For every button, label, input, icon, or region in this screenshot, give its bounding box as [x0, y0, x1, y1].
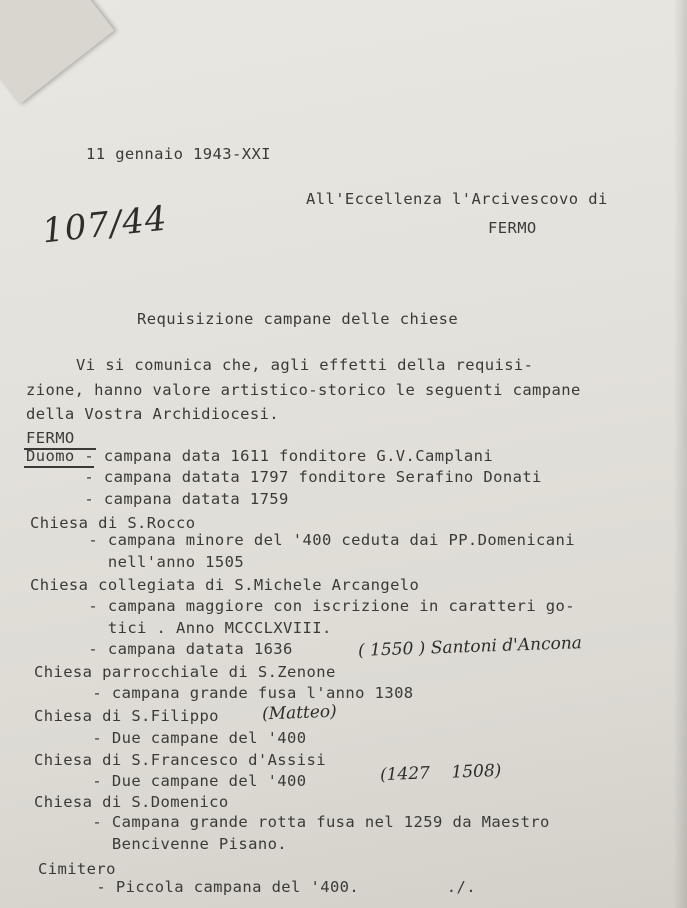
- intro-line-2: zione, hanno valore artistico-storico le seguenti campane: [26, 381, 581, 399]
- handwritten-note-michele: ( 1550 ) Santoni d'Ancona: [357, 633, 583, 661]
- page-edge-shadow: [673, 0, 687, 908]
- letter-date: 11 gennaio 1943-XXI: [86, 145, 271, 163]
- list-line: - Due campane del '400: [34, 772, 307, 790]
- list-line-cemetery: Cimitero: [38, 860, 116, 878]
- list-line: tici . Anno MCCCLXVIII.: [30, 619, 332, 637]
- letter-subject: Requisizione campane delle chiese: [137, 310, 459, 328]
- list-line: - Campana grande rotta fusa nel 1259 da Maestro: [34, 813, 550, 831]
- handwritten-note-filippo: (Matteo): [261, 701, 338, 725]
- city-heading: FERMO: [26, 429, 75, 447]
- intro-line-1: Vi si comunica che, agli effetti della requisi-: [76, 356, 534, 374]
- list-line: - campana datata 1759: [26, 490, 289, 508]
- folded-corner: [0, 0, 114, 104]
- list-line: - campana grande fusa l'anno 1308: [34, 684, 414, 702]
- list-line: - Due campane del '400: [34, 729, 307, 747]
- list-line: - campana datata 1797 fonditore Serafino Donati: [26, 468, 542, 486]
- list-line: Bencivenne Pisano.: [34, 835, 288, 853]
- handwritten-note-francesco: (1427 1508): [379, 760, 502, 786]
- protocol-number: 107/44: [40, 198, 170, 252]
- list-line: - campana maggiore con iscrizione in caratteri go-: [30, 597, 575, 615]
- recipient-line-2: FERMO: [488, 219, 537, 237]
- list-line-church: Chiesa di S.Filippo: [34, 707, 219, 725]
- list-line-duomo: Duomo - campana data 1611 fonditore G.V.Camplani: [26, 447, 494, 465]
- list-line: - campana datata 1636: [30, 640, 293, 658]
- recipient-line-1: All'Eccellenza l'Arcivescovo di: [306, 190, 608, 208]
- list-line: - Piccola campana del '400. ./.: [38, 878, 476, 896]
- intro-line-3: della Vostra Archidiocesi.: [26, 405, 280, 423]
- list-line-church: Chiesa parrocchiale di S.Zenone: [34, 663, 336, 681]
- list-line-church: Chiesa collegiata di S.Michele Arcangelo: [30, 576, 420, 594]
- list-line-church: Chiesa di S.Rocco: [30, 514, 196, 532]
- list-line-church: Chiesa di S.Francesco d'Assisi: [34, 751, 326, 769]
- list-line: - campana minore del '400 ceduta dai PP.Domenicani: [30, 531, 575, 549]
- list-line-church: Chiesa di S.Domenico: [34, 793, 229, 811]
- list-line: nell'anno 1505: [30, 553, 245, 571]
